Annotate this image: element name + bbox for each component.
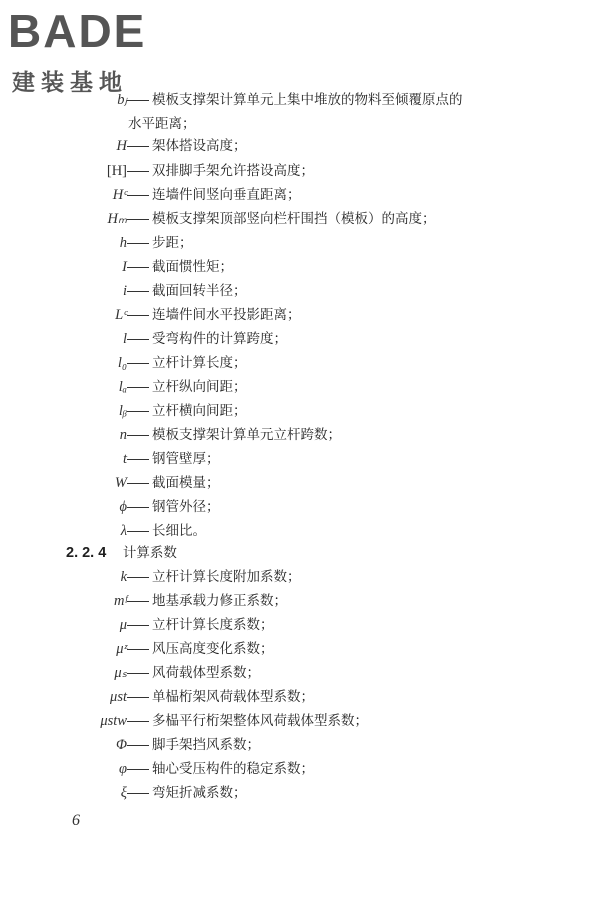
symbol-notation: Lᶜ	[115, 307, 127, 323]
symbol-notation: W	[114, 475, 127, 491]
symbol-notation: [H]	[106, 163, 127, 179]
symbol-notation: k	[120, 569, 127, 585]
symbol-row	[0, 424, 600, 446]
logo-wordmark: BADE	[8, 5, 147, 57]
symbol-description: 单榀桁架风荷载体型系数；	[152, 689, 314, 705]
symbol-notation: l₀	[117, 355, 127, 371]
symbol-notation: μst	[110, 689, 127, 705]
em-dash-divider	[127, 243, 149, 244]
section-heading	[66, 542, 177, 564]
symbol-description: 钢管壁厚；	[152, 451, 220, 467]
symbol-notation: Φ	[115, 737, 127, 753]
symbol-row	[0, 590, 600, 612]
symbol-notation: bⱼ	[117, 92, 127, 108]
symbol-row	[0, 496, 600, 518]
symbol-notation: μ	[119, 617, 127, 633]
symbol-row	[0, 184, 600, 206]
symbol-row	[0, 400, 600, 422]
em-dash-divider	[127, 649, 149, 650]
symbol-description: 风压高度变化系数；	[152, 641, 274, 657]
symbol-row	[0, 352, 600, 374]
symbol-row	[0, 710, 600, 732]
symbol-notation: ξ	[120, 785, 127, 801]
symbol-row	[0, 638, 600, 660]
symbol-description: 模板支撑架顶部竖向栏杆围挡（模板）的高度；	[152, 211, 436, 227]
em-dash-divider	[127, 267, 149, 268]
symbol-description: 立杆计算长度系数；	[152, 617, 274, 633]
em-dash-divider	[127, 171, 149, 172]
em-dash-divider	[127, 577, 149, 578]
symbol-description-continuation	[0, 113, 600, 135]
symbol-description: 风荷载体型系数；	[152, 665, 260, 681]
symbol-row	[0, 304, 600, 326]
symbol-notation: l	[122, 331, 127, 347]
symbol-description: 地基承载力修正系数；	[152, 593, 287, 609]
symbol-notation: t	[122, 451, 127, 467]
symbol-notation: H	[116, 138, 127, 154]
symbol-row	[0, 614, 600, 636]
symbol-description: 架体搭设高度；	[152, 138, 247, 154]
symbol-row	[0, 472, 600, 494]
symbol-notation: φ	[118, 761, 127, 777]
symbol-description: 模板支撑架计算单元立杆跨数；	[152, 427, 341, 443]
symbol-notation: Hᶜ	[112, 187, 127, 203]
symbol-row	[0, 376, 600, 398]
symbol-description: 截面回转半径；	[152, 283, 247, 299]
symbol-notation: Hₘ	[107, 211, 127, 227]
em-dash-divider	[127, 769, 149, 770]
section-title: 计算系数	[122, 545, 177, 561]
symbol-row	[0, 89, 600, 111]
section-number: 2. 2. 4	[66, 545, 107, 561]
em-dash-divider	[127, 507, 149, 508]
symbol-notation: μᶻ	[116, 641, 127, 657]
em-dash-divider	[127, 721, 149, 722]
symbol-notation: μₛ	[114, 665, 127, 681]
symbol-description: 多榀平行桁架整体风荷载体型系数；	[152, 713, 368, 729]
symbol-row	[0, 662, 600, 684]
em-dash-divider	[127, 435, 149, 436]
em-dash-divider	[127, 673, 149, 674]
em-dash-divider	[127, 339, 149, 340]
symbol-notation: I	[122, 259, 127, 275]
em-dash-divider	[127, 531, 149, 532]
symbol-notation: λ	[120, 523, 127, 539]
symbol-notation: ϕ	[119, 499, 127, 515]
symbol-description: 立杆纵向间距；	[152, 379, 247, 395]
symbol-row	[0, 782, 600, 804]
symbol-row	[0, 758, 600, 780]
symbol-description: 截面模量；	[152, 475, 220, 491]
symbol-row	[0, 520, 600, 542]
symbol-description: 双排脚手架允许搭设高度；	[152, 163, 314, 179]
symbol-description: 长细比。	[152, 523, 206, 539]
symbol-description: 脚手架挡风系数；	[152, 737, 260, 753]
symbol-description: 立杆计算长度；	[152, 355, 247, 371]
symbol-row	[0, 448, 600, 470]
symbol-description: 钢管外径；	[152, 499, 220, 515]
em-dash-divider	[127, 315, 149, 316]
symbol-notation: μstw	[100, 713, 127, 729]
em-dash-divider	[127, 146, 149, 147]
em-dash-divider	[127, 745, 149, 746]
symbol-description: 受弯构件的计算跨度；	[152, 331, 287, 347]
symbol-notation: mᶠ	[114, 593, 127, 609]
symbol-notation: lₐ	[118, 379, 127, 395]
symbol-row	[0, 686, 600, 708]
symbol-description: 连墙件间水平投影距离；	[152, 307, 301, 323]
em-dash-divider	[127, 697, 149, 698]
em-dash-divider	[127, 363, 149, 364]
symbol-row	[0, 566, 600, 588]
symbol-notation: n	[119, 427, 127, 443]
publisher-logo	[4, 4, 184, 94]
em-dash-divider	[127, 195, 149, 196]
symbol-description: 立杆横向间距；	[152, 403, 247, 419]
symbol-notation: i	[122, 283, 127, 299]
em-dash-divider	[127, 601, 149, 602]
em-dash-divider	[127, 100, 149, 101]
symbol-description: 步距；	[152, 235, 193, 251]
symbol-row	[0, 256, 600, 278]
symbol-row	[0, 208, 600, 230]
logo-subtitle: 建装基地	[12, 70, 128, 96]
symbol-row	[0, 232, 600, 254]
symbol-notation: lᵦ	[118, 403, 127, 419]
symbol-description: 模板支撑架计算单元上集中堆放的物料至倾覆原点的	[152, 92, 463, 108]
em-dash-divider	[127, 411, 149, 412]
symbol-notation: h	[119, 235, 127, 251]
page-number: 6	[72, 812, 80, 829]
em-dash-divider	[127, 291, 149, 292]
symbol-row	[0, 734, 600, 756]
continuation-text: 水平距离；	[128, 116, 196, 132]
symbol-description: 立杆计算长度附加系数；	[152, 569, 301, 585]
symbol-description: 连墙件间竖向垂直距离；	[152, 187, 301, 203]
em-dash-divider	[127, 625, 149, 626]
symbol-description: 截面惯性矩；	[152, 259, 233, 275]
em-dash-divider	[127, 483, 149, 484]
symbol-row	[0, 160, 600, 182]
symbol-description: 轴心受压构件的稳定系数；	[152, 761, 314, 777]
symbol-row	[0, 328, 600, 350]
em-dash-divider	[127, 387, 149, 388]
em-dash-divider	[127, 793, 149, 794]
em-dash-divider	[127, 219, 149, 220]
em-dash-divider	[127, 459, 149, 460]
symbol-row	[0, 135, 600, 157]
symbol-row	[0, 280, 600, 302]
symbol-description: 弯矩折减系数；	[152, 785, 247, 801]
